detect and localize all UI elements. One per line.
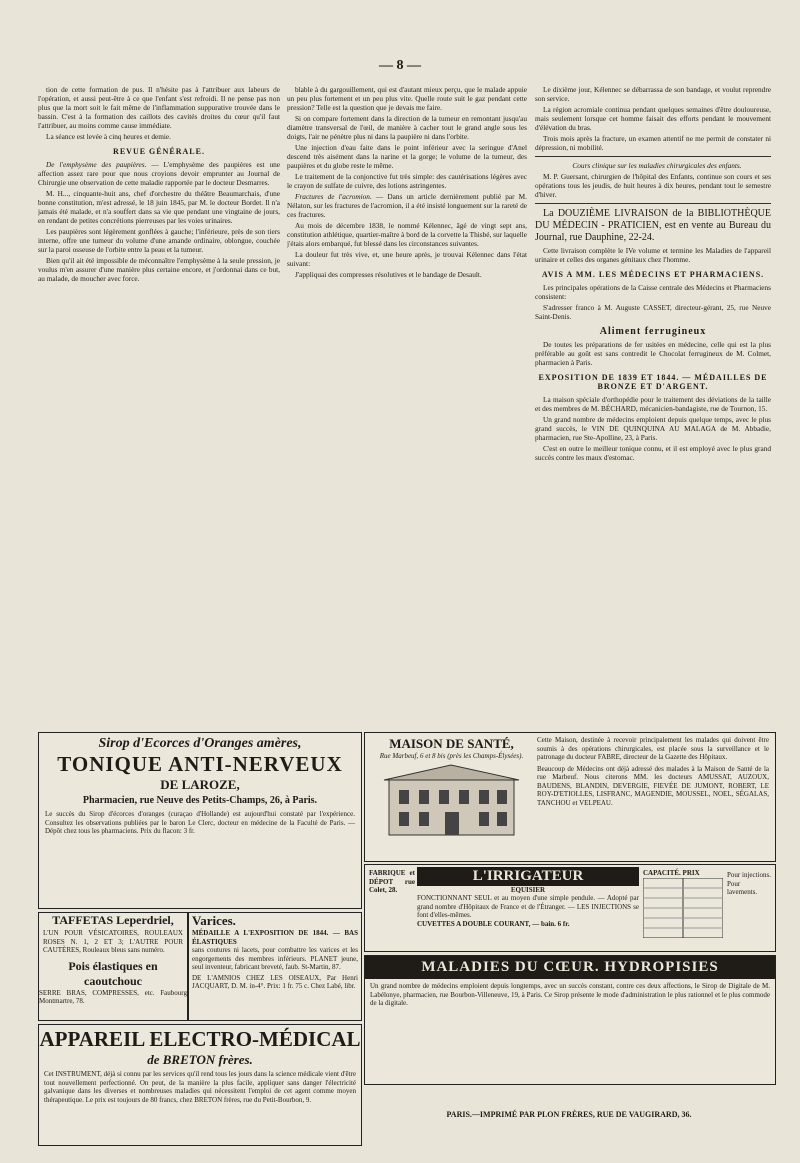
ad-line: SERRE BRAS, COMPRESSES, etc. Faubourg Montmartre, 78. <box>39 988 187 1005</box>
paragraph-text: — Dans un article dernièrement publié par M. Nélaton, sur les fractures de l'acromion, il a été insisté longuement sur la rareté de ces fractures. <box>287 192 527 219</box>
ad-body: Le succès du Sirop d'écorces d'oranges (curaçao d'Hollande) est aujourd'hui constaté par l'expérience. Consultez les observations publiées par le baron Le Clerc, docteur en médecine de la Faculté de Paris. — Dépôt chez tous les pharmaciens. Prix du flacon: 3 fr. <box>45 810 355 835</box>
paragraph <box>38 160 280 187</box>
ad-line: Pois élastiques en caoutchouc <box>68 958 158 988</box>
paragraph: tion de cette formation de pus. Il n'hésite pas à l'attribuer aux labeurs de l'opération, et aussi peut-être à ce que l'enfant s'est refroidi. Il ne pense pas non plus que la mort soit le fait même de l'inflammation suppurative trouvée dans le bassin. C'est à la formation des caillots des cavités droites du cœur qu'il faut l'attribuer, au moins comme cause immédiate. <box>38 85 280 130</box>
section-heading: AVIS A MM. LES MÉDECINS ET PHARMACIENS. <box>541 270 765 279</box>
paragraph: Une injection d'eau faite dans le point inférieur avec la seringue d'Anel descend très aisément dans la narine et la gorge; le volume de la tumeur, des paupières et du globe reste le même. <box>287 143 527 170</box>
section-heading: REVUE GÉNÉRALE. <box>113 147 205 156</box>
table-header: CAPACITÉ. PRIX <box>643 869 700 877</box>
ad-taffetas <box>38 912 188 1021</box>
paragraph: Trois mois après la fracture, un examen attentif ne me permit de constater ni dépression, ni mobilité. <box>535 134 771 152</box>
paragraph-text: — L'emphysème des paupières est une affection assez rare pour que nous croyions devoir emprunter au Journal de Chirurgie une observation de cette maladie rapportée par le docteur Desmarres. <box>38 160 280 187</box>
ad-line: Pour injections. Pour lavements. <box>727 871 771 896</box>
paragraph: J'appliquai des compresses résolutives et le bandage de Desault. <box>295 270 482 279</box>
ad-headline: MAISON DE SANTÉ, <box>389 736 514 751</box>
ad-body: Un grand nombre de médecins emploient depuis longtemps, avec un succès constant, contre ces deux affections, le Sirop de Digitale de M. Labélonye, pharmacien, rue Bourbon-Villeneuve, 19, à Paris. Ce Sirop présente le mode d'administration le plus rationnel et le plus commode de la digitale. <box>370 982 770 1007</box>
column-3 <box>535 85 771 725</box>
ad-line: Sirop d'Ecorces d'Oranges amères, <box>98 736 302 751</box>
ad-headline: Varices. <box>192 913 236 928</box>
paragraph: Au mois de décembre 1838, le nommé Kélennec, âgé de vingt sept ans, constitution athlétique, quartier-maître à bord de la corvette la Thisbé, sur laquelle j'étais alors embarqué, fut blessé dans les circonstances suivantes. <box>287 221 527 248</box>
ad-line: CUVETTES A DOUBLE COURANT, — bain. 6 fr. <box>417 919 570 928</box>
page-number: — 8 — <box>379 58 421 73</box>
ad-headline: MALADIES DU CŒUR. HYDROPISIES <box>365 956 775 979</box>
ad-headline: APPAREIL ELECTRO-MÉDICAL <box>39 1027 361 1051</box>
ad-maladies-coeur <box>364 955 776 1085</box>
ad-body: sans coutures ni lacets, pour combattre les varices et les engorgements des membres inférieurs. PLANET jeune, seul inventeur, fabricant breveté, faub. St-Martin, 87. <box>192 946 358 971</box>
article-title: De l'emphysème des paupières. <box>46 160 147 169</box>
paragraph: La région acromiale continua pendant quelques semaines d'être douloureuse, mais seulement lorsque cet homme faisait des efforts pendant le mouvement d'élévation du bras. <box>535 105 771 132</box>
article-title: Fractures de l'acromion. <box>295 192 372 201</box>
ad-body: Cet INSTRUMENT, déjà si connu par les services qu'il rend tous les jours dans la science médicale vient d'être tout nouvellement perfectionné. On peut, de la manière la plus facile, appliquer sans danger l'électricité galvanique dans les diverses et nombreuses maladies qui nécessitent l'emploi de cet agent comme moyen thérapeutique. Le prix est toujours de 80 francs, chez BRETON frères, rue du Petit-Bourbon, 9. <box>44 1070 356 1104</box>
section-heading: Aliment ferrugineux <box>599 326 707 337</box>
paragraph: Bien qu'il ait été impossible de méconnaître l'emphysème à la seule pression, je voulus m'en assurer d'une manière plus certaine encore, et j'ordonnai dans ce but, au malade, de moucher avec force. <box>38 256 280 283</box>
building-illustration <box>369 760 534 840</box>
ad-electro-medical <box>38 1024 362 1146</box>
paragraph: La séance est levée à cinq heures et demie. <box>46 132 171 141</box>
ad-body <box>537 736 769 807</box>
paragraph: C'est en outre le meilleur tonique connu, et il est employé avec le plus grand succès contre les maux d'estomac. <box>535 444 771 462</box>
ad-varices <box>188 912 362 1021</box>
ad-headline: L'IRRIGATEUR <box>417 867 639 886</box>
paragraph: Les principales opérations de la Caisse centrale des Médecins et Pharmaciens consistent: <box>535 283 771 301</box>
paragraph: Un grand nombre de médecins emploient depuis quelque temps, avec le plus grand succès, le VIN DE QUINQUINA AU MALAGA de M. Abbadie, pharmacien, rue Ste-Apolline, 23, à Paris. <box>535 415 771 442</box>
section-heading: EXPOSITION DE 1839 ET 1844. — MÉDAILLES DE BRONZE ET D'ARGENT. <box>538 373 768 391</box>
paragraph: Le dixième jour, Kélennec se débarrassa de son bandage, et voulut reprendre son service. <box>535 85 771 103</box>
paragraph: La maison spéciale d'orthopédie pour le traitement des déviations de la taille et des membres de M. BÉCHARD, mécanicien-bandagiste, rue de Tournon, 15. <box>535 395 771 413</box>
ad-line: de BRETON frères. <box>147 1052 253 1067</box>
article-title: Cours clinique sur les maladies chirurgicales des enfants. <box>572 161 742 170</box>
ad-sirop-oranges <box>38 732 362 909</box>
column-1 <box>38 85 280 725</box>
divider <box>535 156 771 157</box>
column-2 <box>287 85 527 725</box>
paragraph: De toutes les préparations de fer usitées en médecine, celle qui est la plus préférable au goût est sans contredit le Chocolat ferrugineux de M. Colmet, pharmacien à Paris. <box>535 340 771 367</box>
ad-line: Pharmacien, rue Neuve des Petits-Champs, 26, à Paris. <box>82 795 318 806</box>
paragraph: Cette livraison complète le IVe volume et termine les Maladies de l'appareil urinaire et celles des organes génitaux chez l'homme. <box>535 246 771 264</box>
divider <box>535 203 771 204</box>
ad-paragraph: Cette Maison, destinée à recevoir principalement les malades qui doivent être soumis à des opérations chirurgicales, est placée sous la surveillance et le patronage du docteur FABRE, directeur de la Gazette des Hôpitaux. <box>537 736 769 761</box>
ad-body: FONCTIONNANT SEUL et au moyen d'une simple pendule. — Adopté par grand nombre d'Hôpitaux de France et de l'Étranger. — LES INJECTIONS se font d'elles-mêmes. <box>417 894 639 919</box>
paragraph: M. H..., cinquante-huit ans, chef d'orchestre du théâtre Beaumarchais, d'une bonne constitution, m'est adressé, le 18 juin 1845, par M. le docteur Bordet. Il n'a jamais été malade, et n'a souffert dans sa vie que pendant une vingtaine de jours, en rendant de petites concrétions pierreuses par les voies urinaires. <box>38 189 280 225</box>
ad-line: FABRIQUE et DÉPOT rue Colet, 28. <box>369 869 415 894</box>
paragraph: Si on compare fortement dans la direction de la tumeur en remontant jusqu'au diamètre transversal de l'œil, de manière à cacher tout le grand angle sous les doigts, l'air ne pénètre plus ni dans la paupière ni dans l'orbite. <box>287 114 527 141</box>
ad-line: Rue Marbeuf, 6 et 8 bis (près les Champs-Élysées). <box>379 752 524 760</box>
capacity-table <box>643 869 723 943</box>
ad-headline: TONIQUE ANTI-NERVEUX <box>57 752 343 776</box>
ad-main <box>417 867 639 928</box>
ad-line: MÉDAILLE A L'EXPOSITION DE 1844. — BAS ÉLASTIQUES <box>192 929 358 946</box>
paragraph: Les paupières sont légèrement gonflées à gauche; l'inférieure, près de son tiers interne, offre une tumeur du volume d'une amande ordinaire, oblongue, couchée sur la paroi osseuse de l'orbite entre la peau et la tumeur. <box>38 227 280 254</box>
ad-body: L'UN POUR VÉSICATOIRES, ROULEAUX ROSES N. 1, 2 ET 3; L'AUTRE POUR CAUTÈRES, Rouleaux bleus sans numéro. <box>43 929 183 954</box>
ad-title-block <box>369 736 534 845</box>
ad-paragraph: Beaucoup de Médecins ont déjà adressé des malades à la Maison de Santé de la rue Marbeuf. Nous citerons MM. les docteurs AMUSSAT, AUZOUX, BAUDENS, BLANDIN, DEVERGIE, FIEVÉE DE JUMONT, ROBERT, LE ROY-D'ETIOLLES, LISFRANC, MAGENDIE, MOUSSEL, NOEL, SÉGALAS, TANCHOU et VELPEAU. <box>537 764 769 807</box>
paragraph <box>287 192 527 219</box>
ad-line: DE LAROZE, <box>160 777 240 792</box>
paragraph: La douleur fut très vive, et, une heure après, je trouvai Kélennec dans l'état suivant: <box>287 250 527 268</box>
paragraph: M. P. Guersant, chirurgien de l'hôpital des Enfants, continue son cours et ses opérations tous les jeudis, de huit heures à dix heures, pendant tout le semestre d'hiver. <box>535 172 771 199</box>
paragraph: blable à du gargouillement, qui est d'autant mieux perçu, que le malade appuie un peu plus fortement et un peu plus vite. Quelle route suit le gaz pendant cette pression? Telle est la question que je devais me faire. <box>287 85 527 112</box>
paragraph: Le traitement de la conjonctive fut très simple: des cautérisations légères avec le crayon de sulfate de cuivre, des lotions astringentes. <box>287 172 527 190</box>
paragraph: S'adresser franco à M. Auguste CASSET, directeur-gérant, 25, rue Neuve Saint-Denis. <box>535 303 771 321</box>
ad-body: DE L'AMNIOS CHEZ LES OISEAUX, Par Henri JACQUART, D. M. in-4°. Prix: 1 fr. 75 c. Chez Labé, libr. <box>192 973 358 990</box>
ad-headline: TAFFETAS Leperdriel, <box>52 913 174 927</box>
ad-line: EQUISIER <box>510 886 546 894</box>
printer-imprint: PARIS.—IMPRIMÉ PAR PLON FRÈRES, RUE DE VAUGIRARD, 36. <box>446 1110 692 1119</box>
ad-irrigateur <box>364 864 776 952</box>
price-grid <box>643 878 723 938</box>
ad-maison-sante <box>364 732 776 862</box>
livraison-notice: La DOUZIÈME LIVRAISON de la BIBLIOTHÈQUE DU MÉDECIN - PRATICIEN, est en vente au Bureau du Journal, rue Dauphine, 22-24. <box>535 208 771 243</box>
